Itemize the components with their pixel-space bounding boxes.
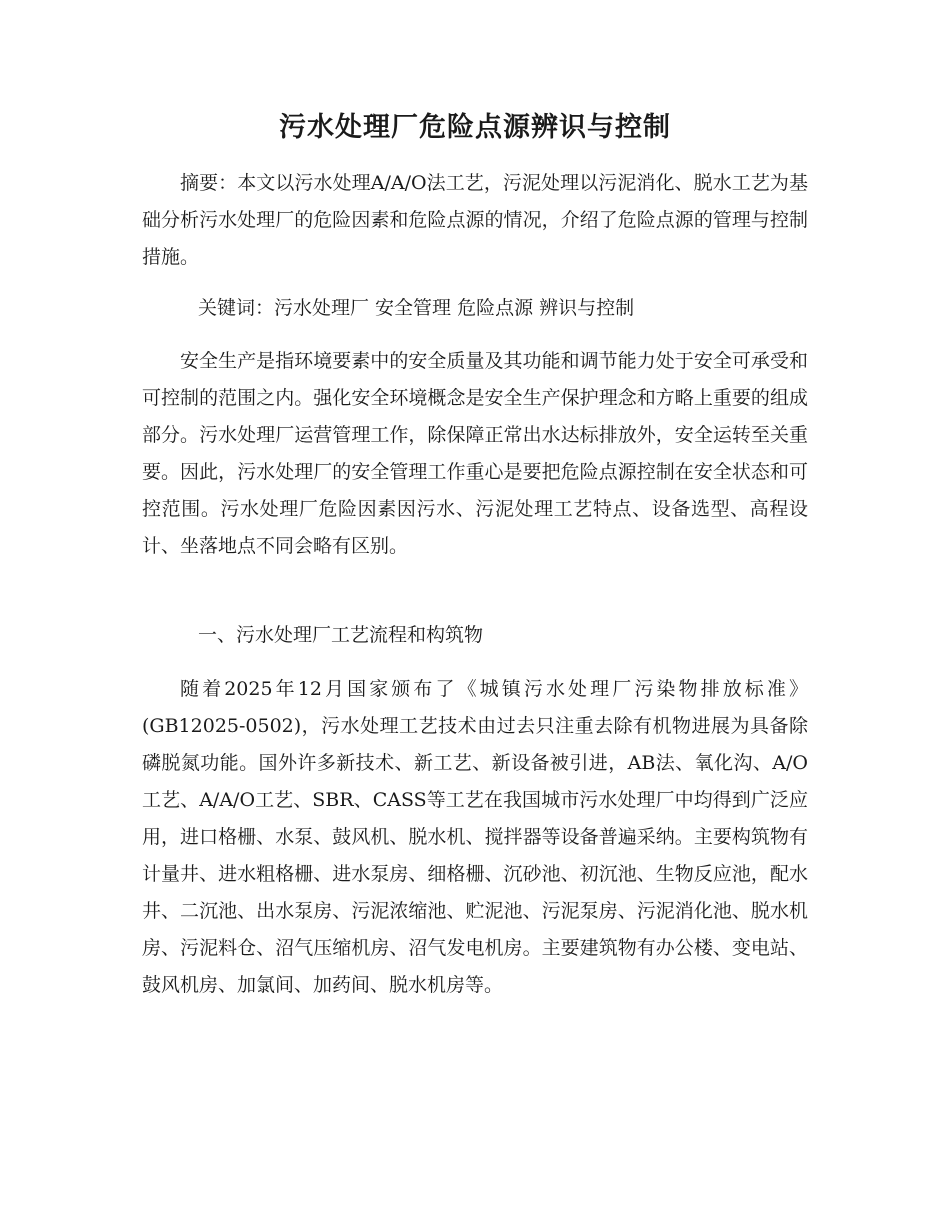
abstract-paragraph: 摘要：本文以污水处理A/A/O法工艺，污泥处理以污泥消化、脱水工艺为基础分析污水处理厂的危险因素和危险点源的情况，介绍了危险点源的管理与控制措施。 bbox=[142, 172, 808, 268]
body-paragraph-2: 随着2025年12月国家颁布了《城镇污水处理厂污染物排放标准》(GB12025-0502)，污水处理工艺技术由过去只注重去除有机物进展为具备除磷脱氮功能。国外许多新技术、新工艺、新设备被引进，AB法、氧化沟、A/O工艺、A/A/O工艺、SBR、CASS等工艺在我国城市污水处理厂中均得到广泛应用，进口格栅、水泵、鼓风机、脱水机、搅拌器等设备普遍采纳。主要构筑物有计量井、进水粗格栅、进水泵房、细格栅、沉砂池、初沉池、生物反应池，配水井、二沉池、出水泵房、污泥浓缩池、贮泥池、污泥泵房、污泥消化池、脱水机房、污泥料仓、沼气压缩机房、沼气发电机房。主要建筑物有办公楼、变电站、鼓风机房、加氯间、加药间、脱水机房等。 bbox=[142, 678, 808, 996]
keywords-line: 关键词：污水处理厂 安全管理 危险点源 辨识与控制 bbox=[198, 297, 635, 319]
body-paragraph-1: 安全生产是指环境要素中的安全质量及其功能和调节能力处于安全可承受和可控制的范围之内。强化安全环境概念是安全生产保护理念和方略上重要的组成部分。污水处理厂运营管理工作，除保障正常出水达标排放外，安全运转至关重要。因此，污水处理厂的安全管理工作重心是要把危险点源控制在安全状态和可控范围。污水处理厂危险因素因污水、污泥处理工艺特点、设备选型、高程设计、坐落地点不同会略有区别。 bbox=[142, 350, 808, 557]
document-title: 污水处理厂危险点源辨识与控制 bbox=[279, 112, 671, 143]
section-heading-1: 一、污水处理厂工艺流程和构筑物 bbox=[198, 624, 484, 646]
